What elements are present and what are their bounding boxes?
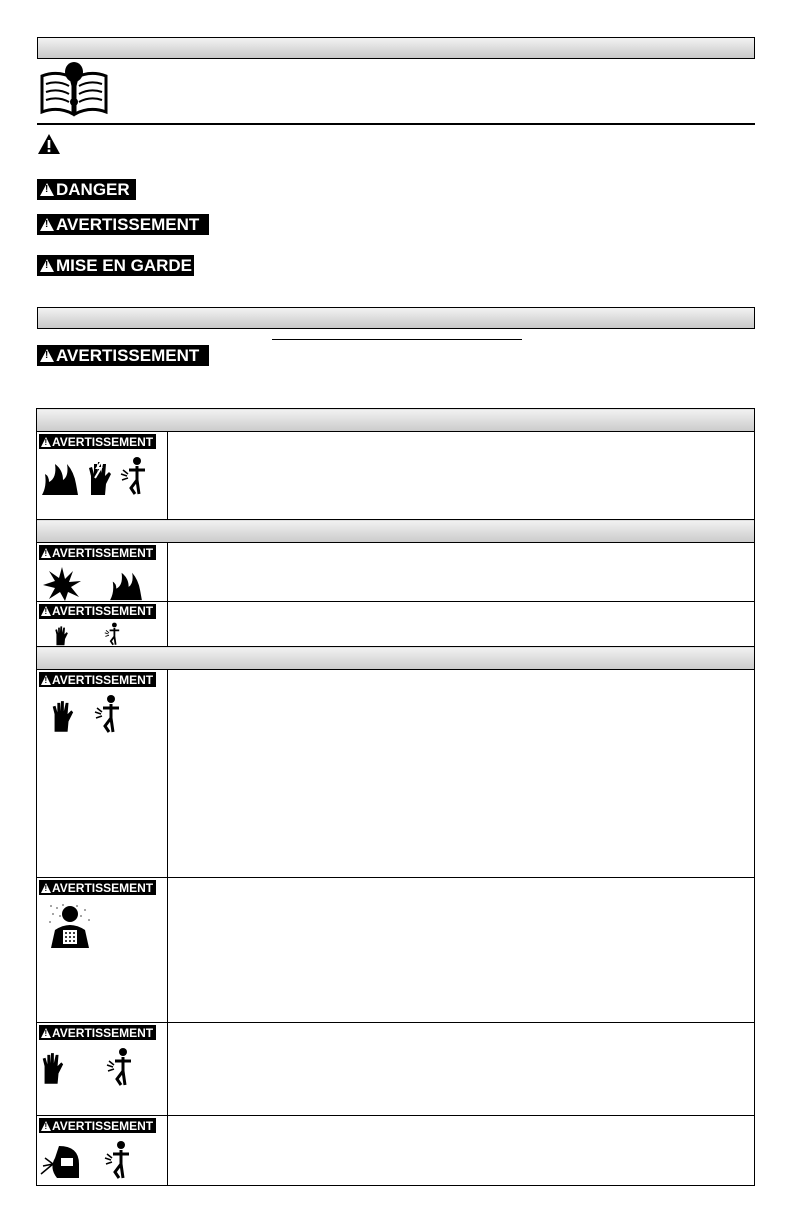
warning-triangle-icon [37,133,61,155]
table-group-header [37,647,755,670]
row-warning-label [39,880,156,895]
warning-triangle-icon [40,349,54,362]
row-warning-label-text: AVERTISSEMENT [52,880,154,895]
text-cell [168,1023,755,1116]
respirator-icon [47,902,93,948]
injury-person-icon [103,1140,131,1180]
hand-stop-icon [39,1047,65,1087]
icon-cell [37,878,168,1023]
danger-label [37,179,136,200]
row-warning-label-text: AVERTISSEMENT [52,604,154,618]
warning-label [37,214,209,235]
manual-book-icon [38,62,110,118]
injury-person-icon [105,1047,133,1087]
text-cell [168,543,755,602]
icon-cell [37,432,168,520]
table-row [37,543,755,602]
row-warning-label-text: AVERTISSEMENT [52,1025,154,1040]
row-warning-label [39,545,156,560]
injury-person-icon [103,622,121,646]
section-header-bar-1 [37,37,755,59]
safety-table [36,408,755,1186]
row-warning-label-text: AVERTISSEMENT [52,1118,154,1133]
text-cell [168,670,755,878]
warning-triangle-icon [40,259,54,272]
explosion-icon [41,567,83,601]
row-warning-label-text: AVERTISSEMENT [52,434,154,449]
table-group-header [37,520,755,543]
section-header-bar-2 [37,307,755,329]
fire-icon [107,571,145,601]
row-warning-label [39,434,156,449]
icon-cell [37,1023,168,1116]
row-warning-label-text: AVERTISSEMENT [52,545,154,560]
injury-person-icon [119,456,147,496]
table-group-header [37,409,755,432]
underline-rule [272,339,522,340]
fire-icon [41,462,79,496]
table-row [37,1023,755,1116]
warning-label-text: AVERTISSEMENT [56,214,200,234]
text-cell [168,432,755,520]
warning-triangle-icon [40,218,54,231]
row-warning-label-text: AVERTISSEMENT [52,672,154,687]
icon-cell [37,543,168,602]
table-row [37,878,755,1023]
table-row [37,432,755,520]
row-warning-label [39,1118,156,1133]
divider-rule [37,123,755,125]
icon-cell [37,1116,168,1186]
text-cell [168,878,755,1023]
face-shield-icon [39,1144,83,1180]
danger-label-text: DANGER [56,179,130,199]
table-row [37,670,755,878]
icon-cell [37,601,168,647]
electric-shock-hand-icon [85,458,113,496]
text-cell [168,601,755,647]
hand-stop-icon [49,696,75,734]
text-cell [168,1116,755,1186]
hand-stop-icon [53,624,69,646]
table-row [37,601,755,647]
caution-label [37,255,194,276]
row-warning-label [39,604,156,619]
warning-label-2 [37,345,209,366]
warning-label-2-text: AVERTISSEMENT [56,345,200,365]
row-warning-label [39,672,156,687]
injury-person-icon [93,694,121,734]
table-row [37,1116,755,1186]
icon-cell [37,670,168,878]
caution-label-text: MISE EN GARDE [56,255,193,275]
warning-triangle-icon [40,183,54,196]
row-warning-label [39,1025,156,1040]
